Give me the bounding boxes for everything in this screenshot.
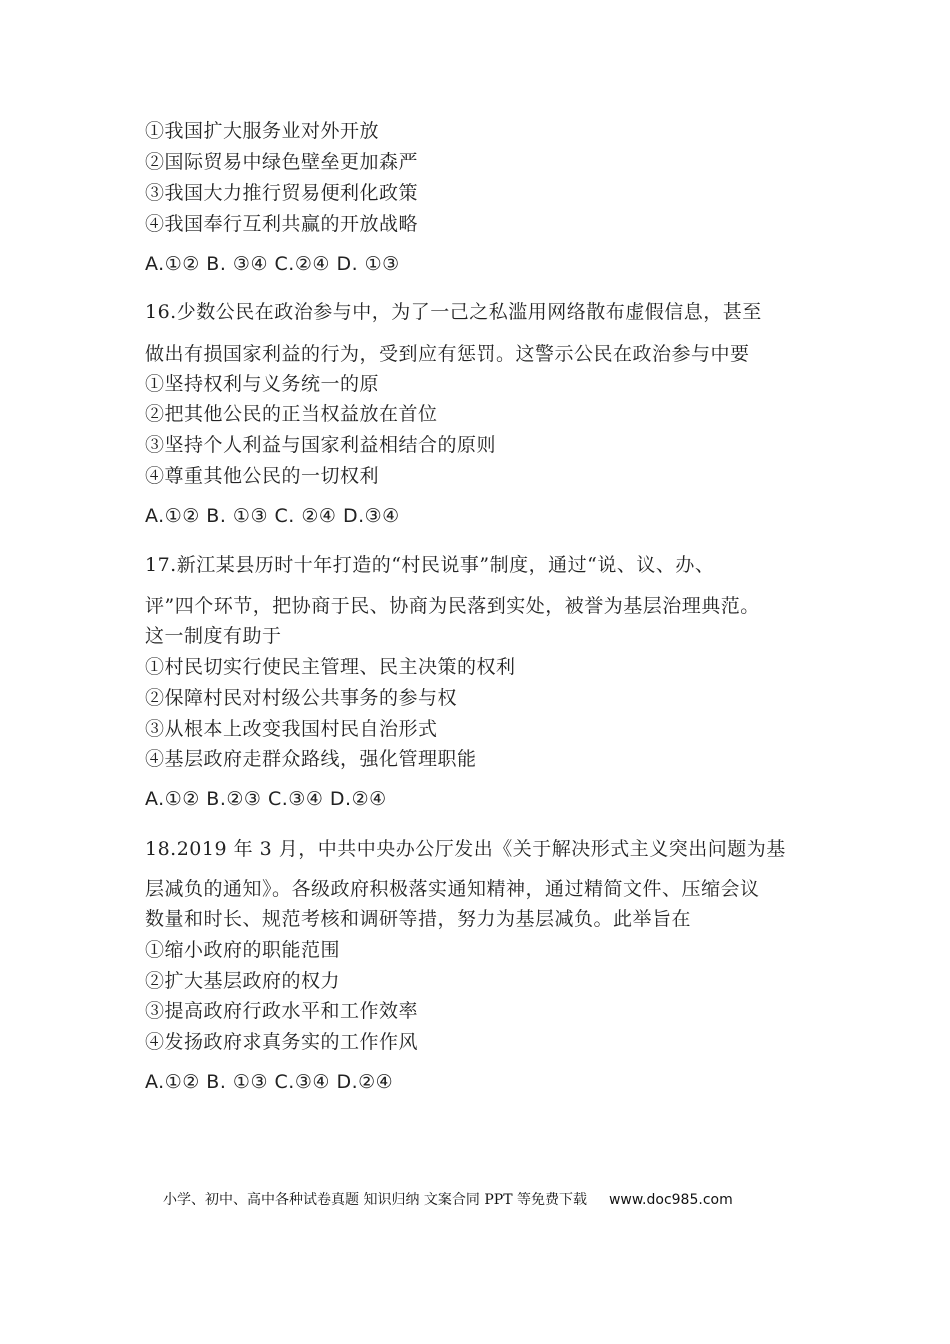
footer-text: 小学、初中、高中各种试卷真题 知识归纳 文案合同 PPT 等免费下载 [163,1192,587,1208]
q17-option-1: ①村民切实行使民主管理、民主决策的权利 [145,656,516,678]
q18-option-1: ①缩小政府的职能范围 [145,939,341,961]
q16-option-3: ③坚持个人利益与国家利益相结合的原则 [145,434,497,456]
q18-stem-line-1: 18.2019 年 3 月，中共中央办公厅发出《关于解决形式主义突出问题为基 [145,838,786,860]
q16-option-1: ①坚持权利与义务统一的原 [145,373,380,395]
q17-option-4: ④基层政府走群众路线，强化管理职能 [145,748,477,770]
q17-option-2: ②保障村民对村级公共事务的参与权 [145,687,458,709]
q18-option-4: ④发扬政府求真务实的工作作风 [145,1031,419,1053]
q15-option-1: ①我国扩大服务业对外开放 [145,120,380,142]
q15-answer-choices: A.①② B. ③④ C.②④ D. ①③ [145,253,400,275]
q17-option-3: ③从根本上改变我国村民自治形式 [145,718,438,740]
q16-stem-line-1: 16.少数公民在政治参与中，为了一己之私滥用网络散布虚假信息，甚至 [145,301,762,323]
q16-answer-choices: A.①② B. ①③ C. ②④ D.③④ [145,505,400,527]
q16-option-2: ②把其他公民的正当权益放在首位 [145,403,438,425]
q17-stem-line-3: 这一制度有助于 [145,625,282,647]
q17-stem-line-1: 17.新江某县历时十年打造的“村民说事”制度，通过“说、议、办、 [145,554,715,576]
q16-option-4: ④尊重其他公民的一切权利 [145,465,380,487]
q18-option-3: ③提高政府行政水平和工作效率 [145,1000,419,1022]
q15-option-2: ②国际贸易中绿色壁垒更加森严 [145,151,419,173]
page-footer [163,1190,733,1210]
q18-option-2: ②扩大基层政府的权力 [145,970,341,992]
q18-stem-line-3: 数量和时长、规范考核和调研等措，努力为基层减负。此举旨在 [145,908,692,930]
q17-stem-line-2: 评”四个环节，把协商于民、协商为民落到实处，被誉为基层治理典范。 [145,595,760,617]
q15-option-3: ③我国大力推行贸易便利化政策 [145,182,419,204]
q18-answer-choices: A.①② B. ①③ C.③④ D.②④ [145,1071,394,1093]
q16-stem-line-2: 做出有损国家利益的行为，受到应有惩罚。这警示公民在政治参与中要 [145,343,750,365]
q15-option-4: ④我国奉行互利共赢的开放战略 [145,213,419,235]
q18-stem-line-2: 层减负的通知》。各级政府积极落实通知精神，通过精简文件、压缩会议 [145,878,760,900]
q17-answer-choices: A.①② B.②③ C.③④ D.②④ [145,788,387,810]
footer-site-link[interactable]: www.doc985.com [608,1192,733,1208]
